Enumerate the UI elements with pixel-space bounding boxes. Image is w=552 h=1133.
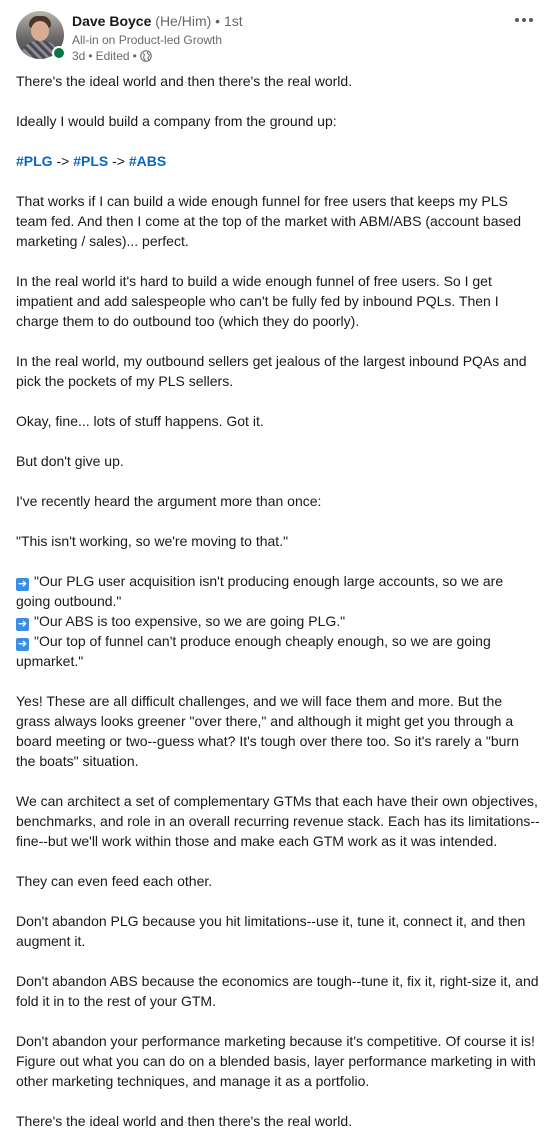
post-time[interactable]: 3d	[72, 49, 86, 63]
edited-label: Edited	[95, 49, 130, 63]
more-options-icon[interactable]	[512, 10, 536, 30]
post-paragraph: I've recently heard the argument more than once:	[16, 493, 322, 509]
hashtag-abs[interactable]: #ABS	[128, 153, 167, 169]
author-name[interactable]: Dave Boyce	[72, 13, 152, 29]
bullet-text: "Our ABS is too expensive, so we are going PLG."	[34, 613, 346, 629]
meta-separator: •	[132, 49, 137, 63]
hashtag-separator: ->	[52, 153, 74, 169]
bullet-item	[16, 611, 540, 631]
post-paragraph: They can even feed each other.	[16, 873, 213, 889]
hashtag-line	[16, 151, 540, 171]
post-paragraph: Ideally I would build a company from the ground up:	[16, 113, 337, 129]
author-headline: All-in on Product-led Growth	[72, 33, 223, 47]
right-arrow-icon: ➜	[17, 638, 28, 650]
right-arrow-icon: ➜	[17, 578, 28, 590]
post-paragraph: Don't abandon PLG because you hit limitations--use it, tune it, connect it, and then augment it.	[16, 913, 526, 949]
connection-degree: • 1st	[215, 13, 243, 29]
post-paragraph: In the real world it's hard to build a wide enough funnel of free users. So I get impatient and add salespeople who can't be fully fed by inbound PQLs. Then I charge them to do outbound too (which they do poorly).	[16, 273, 499, 329]
hashtag-separator: ->	[108, 153, 129, 169]
post-paragraph: Don't abandon ABS because the economics are tough--tune it, fix it, right-size it, and fold it in to the rest of your GTM.	[16, 973, 539, 1009]
post-paragraph: In the real world, my outbound sellers get jealous of the largest inbound PQAs and pick the pockets of my PLS sellers.	[16, 353, 527, 389]
post-meta	[72, 48, 152, 64]
hashtag-pls[interactable]: #PLS	[73, 153, 109, 169]
right-arrow-icon: ➜	[17, 618, 28, 630]
post-paragraph: There's the ideal world and then there's the real world.	[16, 1113, 353, 1129]
bullet-text: "Our top of funnel can't produce enough cheaply enough, so we are going upmarket."	[16, 633, 491, 669]
globe-icon	[140, 50, 152, 62]
hashtag-plg[interactable]: #PLG	[16, 153, 53, 169]
post-paragraph: Don't abandon your performance marketing because it's competitive. Of course it is! Figure out what you can do on a blended basis, layer performance marketing in with other marketing techniques, and manage it as a portfolio.	[16, 1033, 536, 1089]
post-paragraph: Yes! These are all difficult challenges, and we will face them and more. But the grass always looks greener "over there," and although it might get you through a board meeting or two--guess what? It's tough over there too. So it's rarely a "burn the boats" situation.	[16, 693, 519, 769]
author-pronouns: (He/Him)	[155, 13, 212, 29]
author-name-line	[72, 12, 243, 30]
author-avatar[interactable]	[16, 11, 64, 59]
online-status-indicator	[52, 46, 66, 60]
post-header	[0, 0, 552, 66]
post-paragraph: Okay, fine... lots of stuff happens. Got it.	[16, 413, 264, 429]
bullet-item	[16, 571, 540, 611]
bullet-list	[16, 571, 540, 671]
meta-separator: •	[88, 49, 93, 63]
post-paragraph: "This isn't working, so we're moving to that."	[16, 533, 289, 549]
bullet-text: "Our PLG user acquisition isn't producing enough large accounts, so we are going outbound."	[16, 573, 504, 609]
post-body	[16, 71, 540, 1131]
post-paragraph: We can architect a set of complementary GTMs that each have their own objectives, benchmarks, and role in an overall recurring revenue stack. Each has its limitations--fine--but we'll work within those and make each GTM work as it was intended.	[16, 793, 540, 849]
post-paragraph: There's the ideal world and then there's the real world.	[16, 73, 353, 89]
post-paragraph: That works if I can build a wide enough funnel for free users that keeps my PLS team fed. And then I come at the top of the market with ABM/ABS (account based marketing / sales)... perfect.	[16, 193, 522, 249]
bullet-item	[16, 631, 540, 671]
post-paragraph: But don't give up.	[16, 453, 124, 469]
